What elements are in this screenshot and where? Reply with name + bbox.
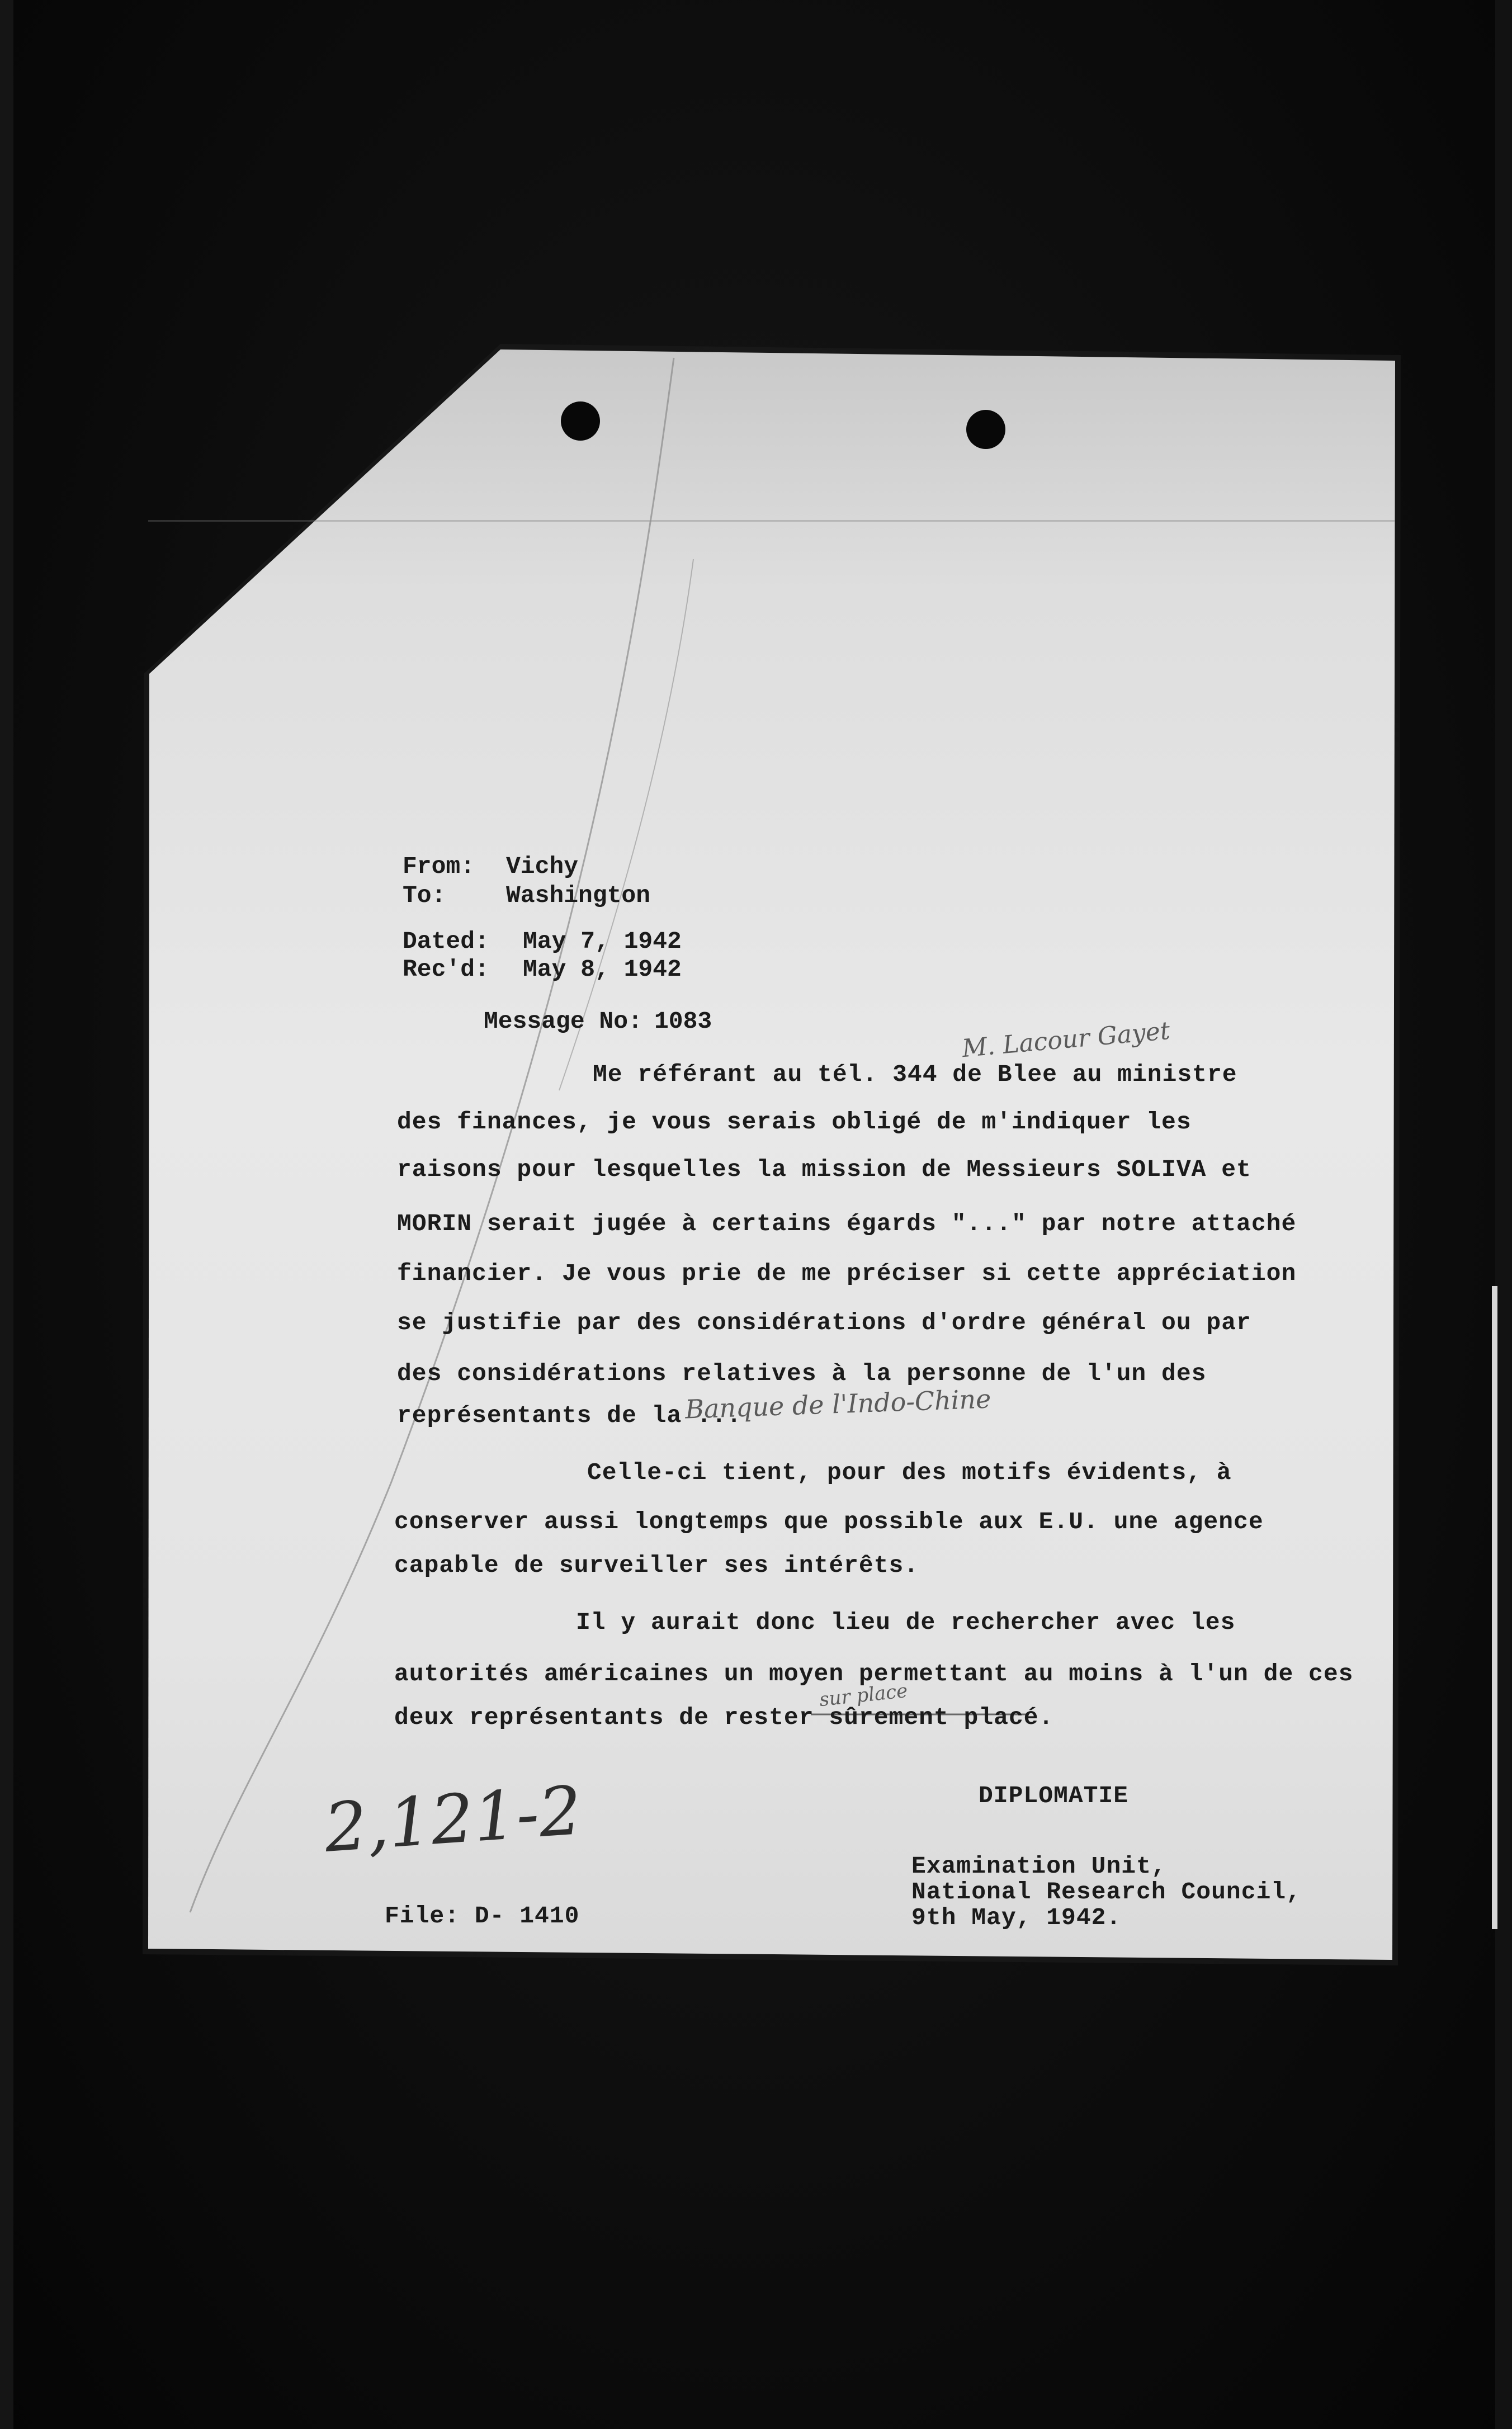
body-line-2: des finances, je vous serais obligé de m'indiquer les [397, 1108, 1192, 1136]
adjacent-page-sliver [1492, 1286, 1497, 1929]
body-line-8: représentants de la ... [397, 1402, 742, 1429]
film-strip-left-edge [0, 0, 13, 2429]
recd-value: May 8, 1942 [523, 956, 682, 983]
to-label: To: [403, 882, 446, 909]
message-value: 1083 [654, 1008, 712, 1035]
body-line-5: financier. Je vous prie de me préciser si cette appréciation [397, 1260, 1297, 1287]
from-value: Vichy [506, 853, 579, 880]
punch-hole-left [561, 401, 600, 441]
handwritten-sur-place-annotation: sur place [818, 1679, 909, 1712]
message-label: Message No: [484, 1008, 642, 1035]
body-line-13: autorités américaines un moyen permettant au moins à l'un de ces [394, 1660, 1354, 1688]
body-line-3: raisons pour lesquelles la mission de Messieurs SOLIVA et [397, 1156, 1251, 1183]
recd-label: Rec'd: [403, 956, 489, 983]
film-strip-right-edge [1495, 0, 1512, 2429]
body-line-4: MORIN serait jugée à certains égards "..." par notre attaché [397, 1210, 1297, 1237]
body-line-9: Celle-ci tient, pour des motifs évidents, à [587, 1459, 1232, 1486]
body-line-11: capable de surveiller ses intérêts. [394, 1552, 919, 1579]
handwritten-name-annotation: M. Lacour Gayet [961, 1016, 1171, 1064]
sheet-fold-line [148, 520, 1395, 522]
examination-unit-line-2: National Research Council, [911, 1878, 1301, 1906]
classification-label: DIPLOMATIE [979, 1782, 1129, 1809]
body-line-14: deux représentants de rester sûrement placé. [394, 1704, 1054, 1731]
handwritten-banque-annotation: Banque de l'Indo-Chine [684, 1383, 992, 1425]
to-value: Washington [506, 882, 651, 909]
punch-hole-right [966, 410, 1005, 449]
examination-unit-line-3: 9th May, 1942. [911, 1904, 1122, 1931]
dated-label: Dated: [403, 928, 489, 955]
body-line-12: Il y aurait donc lieu de rechercher avec les [576, 1609, 1236, 1636]
body-line-1: Me référant au tél. 344 de Blee au ministre [593, 1061, 1237, 1088]
from-label: From: [403, 853, 475, 880]
file-label: File: D- 1410 [385, 1902, 580, 1930]
handwritten-file-number: 2,121-2 [322, 1772, 584, 1868]
body-line-10: conserver aussi longtemps que possible aux E.U. une agence [394, 1508, 1264, 1535]
body-line-7: des considérations relatives à la personne de l'un des [397, 1360, 1207, 1387]
body-line-6: se justifie par des considérations d'ordre général ou par [397, 1309, 1251, 1336]
examination-unit-line-1: Examination Unit, [911, 1853, 1166, 1880]
dated-value: May 7, 1942 [523, 928, 682, 955]
